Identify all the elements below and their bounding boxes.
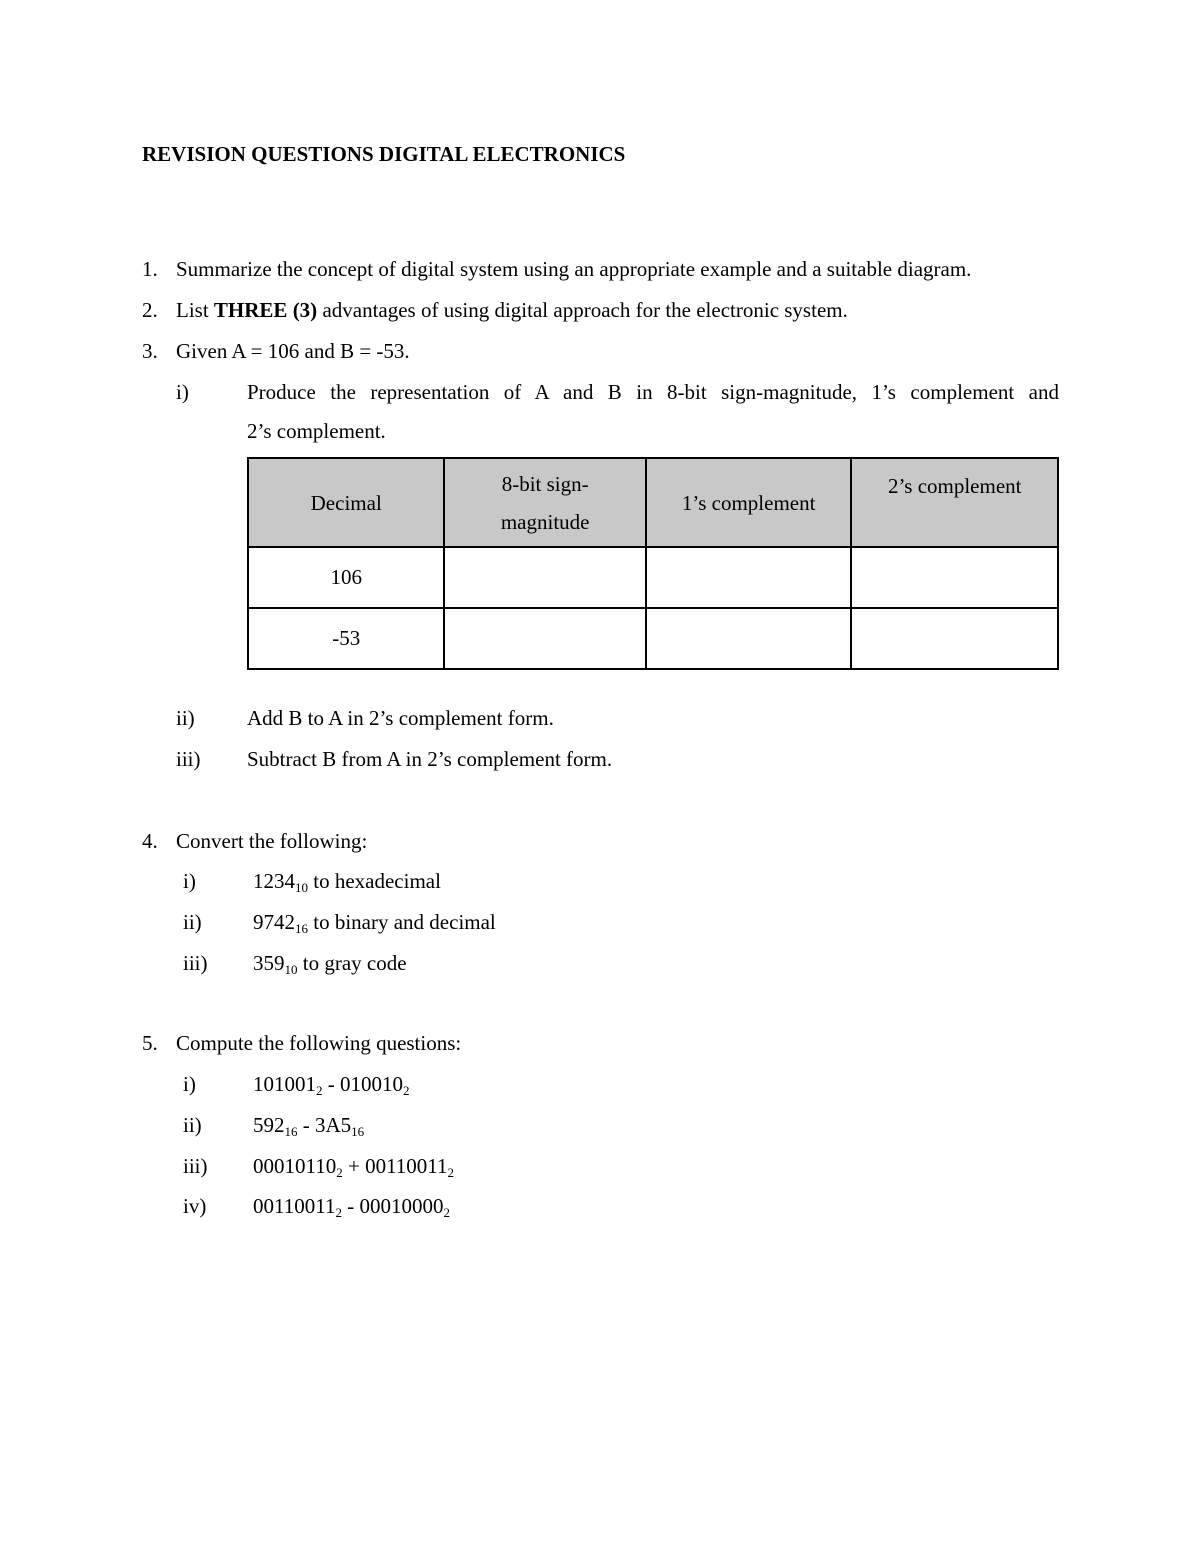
q5-number: 5.	[142, 1031, 158, 1055]
q5-item-iv-expression	[253, 1194, 450, 1219]
q4-item-iii-value: 359	[253, 951, 285, 975]
header-decimal: Decimal	[248, 458, 444, 547]
q5-item-ii-b-base: 16	[351, 1124, 365, 1139]
q3-part-ii-text: Add B to A in 2’s complement form.	[247, 706, 554, 730]
q5-item-iv-b-base: 2	[443, 1205, 450, 1220]
q5-item-iii-a-base: 2	[336, 1165, 343, 1180]
q4-item-iii-text	[253, 951, 407, 976]
row-decimal-cell: -53	[248, 608, 444, 669]
q4-item-ii-value: 9742	[253, 910, 295, 934]
q5-item-ii-expression	[253, 1113, 364, 1138]
q4-item-iii-number: iii)	[183, 951, 208, 975]
q4-item-i-base: 10	[295, 880, 308, 895]
q4-item-iii-rest: to gray code	[297, 951, 407, 975]
q4-item-i-text	[253, 869, 441, 894]
q5-item-ii-operator: -	[297, 1113, 315, 1137]
q3-part-i-number: i)	[176, 380, 189, 404]
q3-part-iii-number: iii)	[176, 747, 201, 771]
q5-text: Compute the following questions:	[176, 1031, 462, 1055]
q3-text: Given A = 106 and B = -53.	[176, 339, 410, 363]
q5-item-ii-a-base: 16	[284, 1124, 298, 1139]
table-row	[248, 608, 1058, 669]
q3-part-ii-number: ii)	[176, 706, 195, 730]
q5-item-ii-a: 592	[253, 1113, 285, 1137]
q5-item-iv-number: iv)	[183, 1194, 207, 1218]
empty-answer-cell	[851, 608, 1058, 669]
q4-item-i-value: 1234	[253, 869, 295, 893]
q5-item-iv-a: 00110011	[253, 1194, 336, 1218]
q5-item-iv-operator: -	[341, 1194, 360, 1218]
q2-text-pre: List	[176, 298, 214, 322]
q3-part-i-line1: Produce the representation of A and B in 8-bit sign-magnitude, 1’s complement and	[247, 380, 1059, 404]
q5-item-iii-operator: +	[342, 1154, 366, 1178]
q5-item-ii-b: 3A5	[315, 1113, 352, 1137]
header-sign-magnitude-line1: 8-bit sign-	[501, 471, 589, 496]
q2-number: 2.	[142, 298, 158, 322]
representation-table	[247, 457, 1059, 670]
q5-item-i-b-base: 2	[403, 1083, 410, 1098]
q5-item-iii-b: 00110011	[365, 1154, 448, 1178]
q4-item-ii-rest: to binary and decimal	[308, 910, 496, 934]
table-header-row	[248, 458, 1058, 547]
q5-item-iv-a-base: 2	[335, 1205, 342, 1220]
q2-text-post: advantages of using digital approach for the electronic system.	[317, 298, 848, 322]
q4-number: 4.	[142, 829, 158, 853]
header-sign-magnitude	[444, 458, 645, 547]
q4-text: Convert the following:	[176, 829, 368, 853]
q3-part-i-line2: 2’s complement.	[247, 419, 386, 443]
empty-answer-cell	[444, 608, 645, 669]
q5-item-iii-expression	[253, 1154, 454, 1179]
page-title: REVISION QUESTIONS DIGITAL ELECTRONICS	[142, 142, 626, 166]
header-sign-magnitude-line2: magnitude	[500, 509, 590, 534]
q5-item-i-a-base: 2	[316, 1083, 323, 1098]
empty-answer-cell	[444, 547, 645, 608]
q2-text	[176, 298, 848, 323]
row-decimal-cell: 106	[248, 547, 444, 608]
header-twos-complement: 2’s complement	[851, 458, 1058, 547]
q5-item-i-expression	[253, 1072, 410, 1097]
q3-part-iii-text: Subtract B from A in 2’s complement form.	[247, 747, 613, 771]
q5-item-i-operator: -	[322, 1072, 340, 1096]
empty-answer-cell	[851, 547, 1058, 608]
q5-item-i-b: 010010	[340, 1072, 403, 1096]
table-row	[248, 547, 1058, 608]
q5-item-iii-b-base: 2	[447, 1165, 455, 1180]
q4-item-iii-base: 10	[284, 962, 298, 977]
q4-item-ii-base: 16	[295, 921, 308, 936]
q5-item-i-a: 101001	[253, 1072, 316, 1096]
q1-text: Summarize the concept of digital system using an appropriate example and a suitable diagram.	[176, 257, 972, 281]
q3-number: 3.	[142, 339, 158, 363]
q4-item-ii-number: ii)	[183, 910, 202, 934]
header-ones-complement: 1’s complement	[646, 458, 852, 547]
empty-answer-cell	[646, 608, 852, 669]
q4-item-ii-text	[253, 910, 496, 935]
q5-item-iii-number: iii)	[183, 1154, 208, 1178]
empty-answer-cell	[646, 547, 852, 608]
q4-item-i-rest: to hexadecimal	[308, 869, 441, 893]
q2-text-bold: THREE (3)	[213, 298, 318, 322]
q5-item-iv-b: 00010000	[359, 1194, 444, 1218]
q1-number: 1.	[142, 257, 158, 281]
q5-item-i-number: i)	[183, 1072, 196, 1096]
q5-item-iii-a: 00010110	[253, 1154, 337, 1178]
q5-item-ii-number: ii)	[183, 1113, 202, 1137]
q4-item-i-number: i)	[183, 869, 196, 893]
